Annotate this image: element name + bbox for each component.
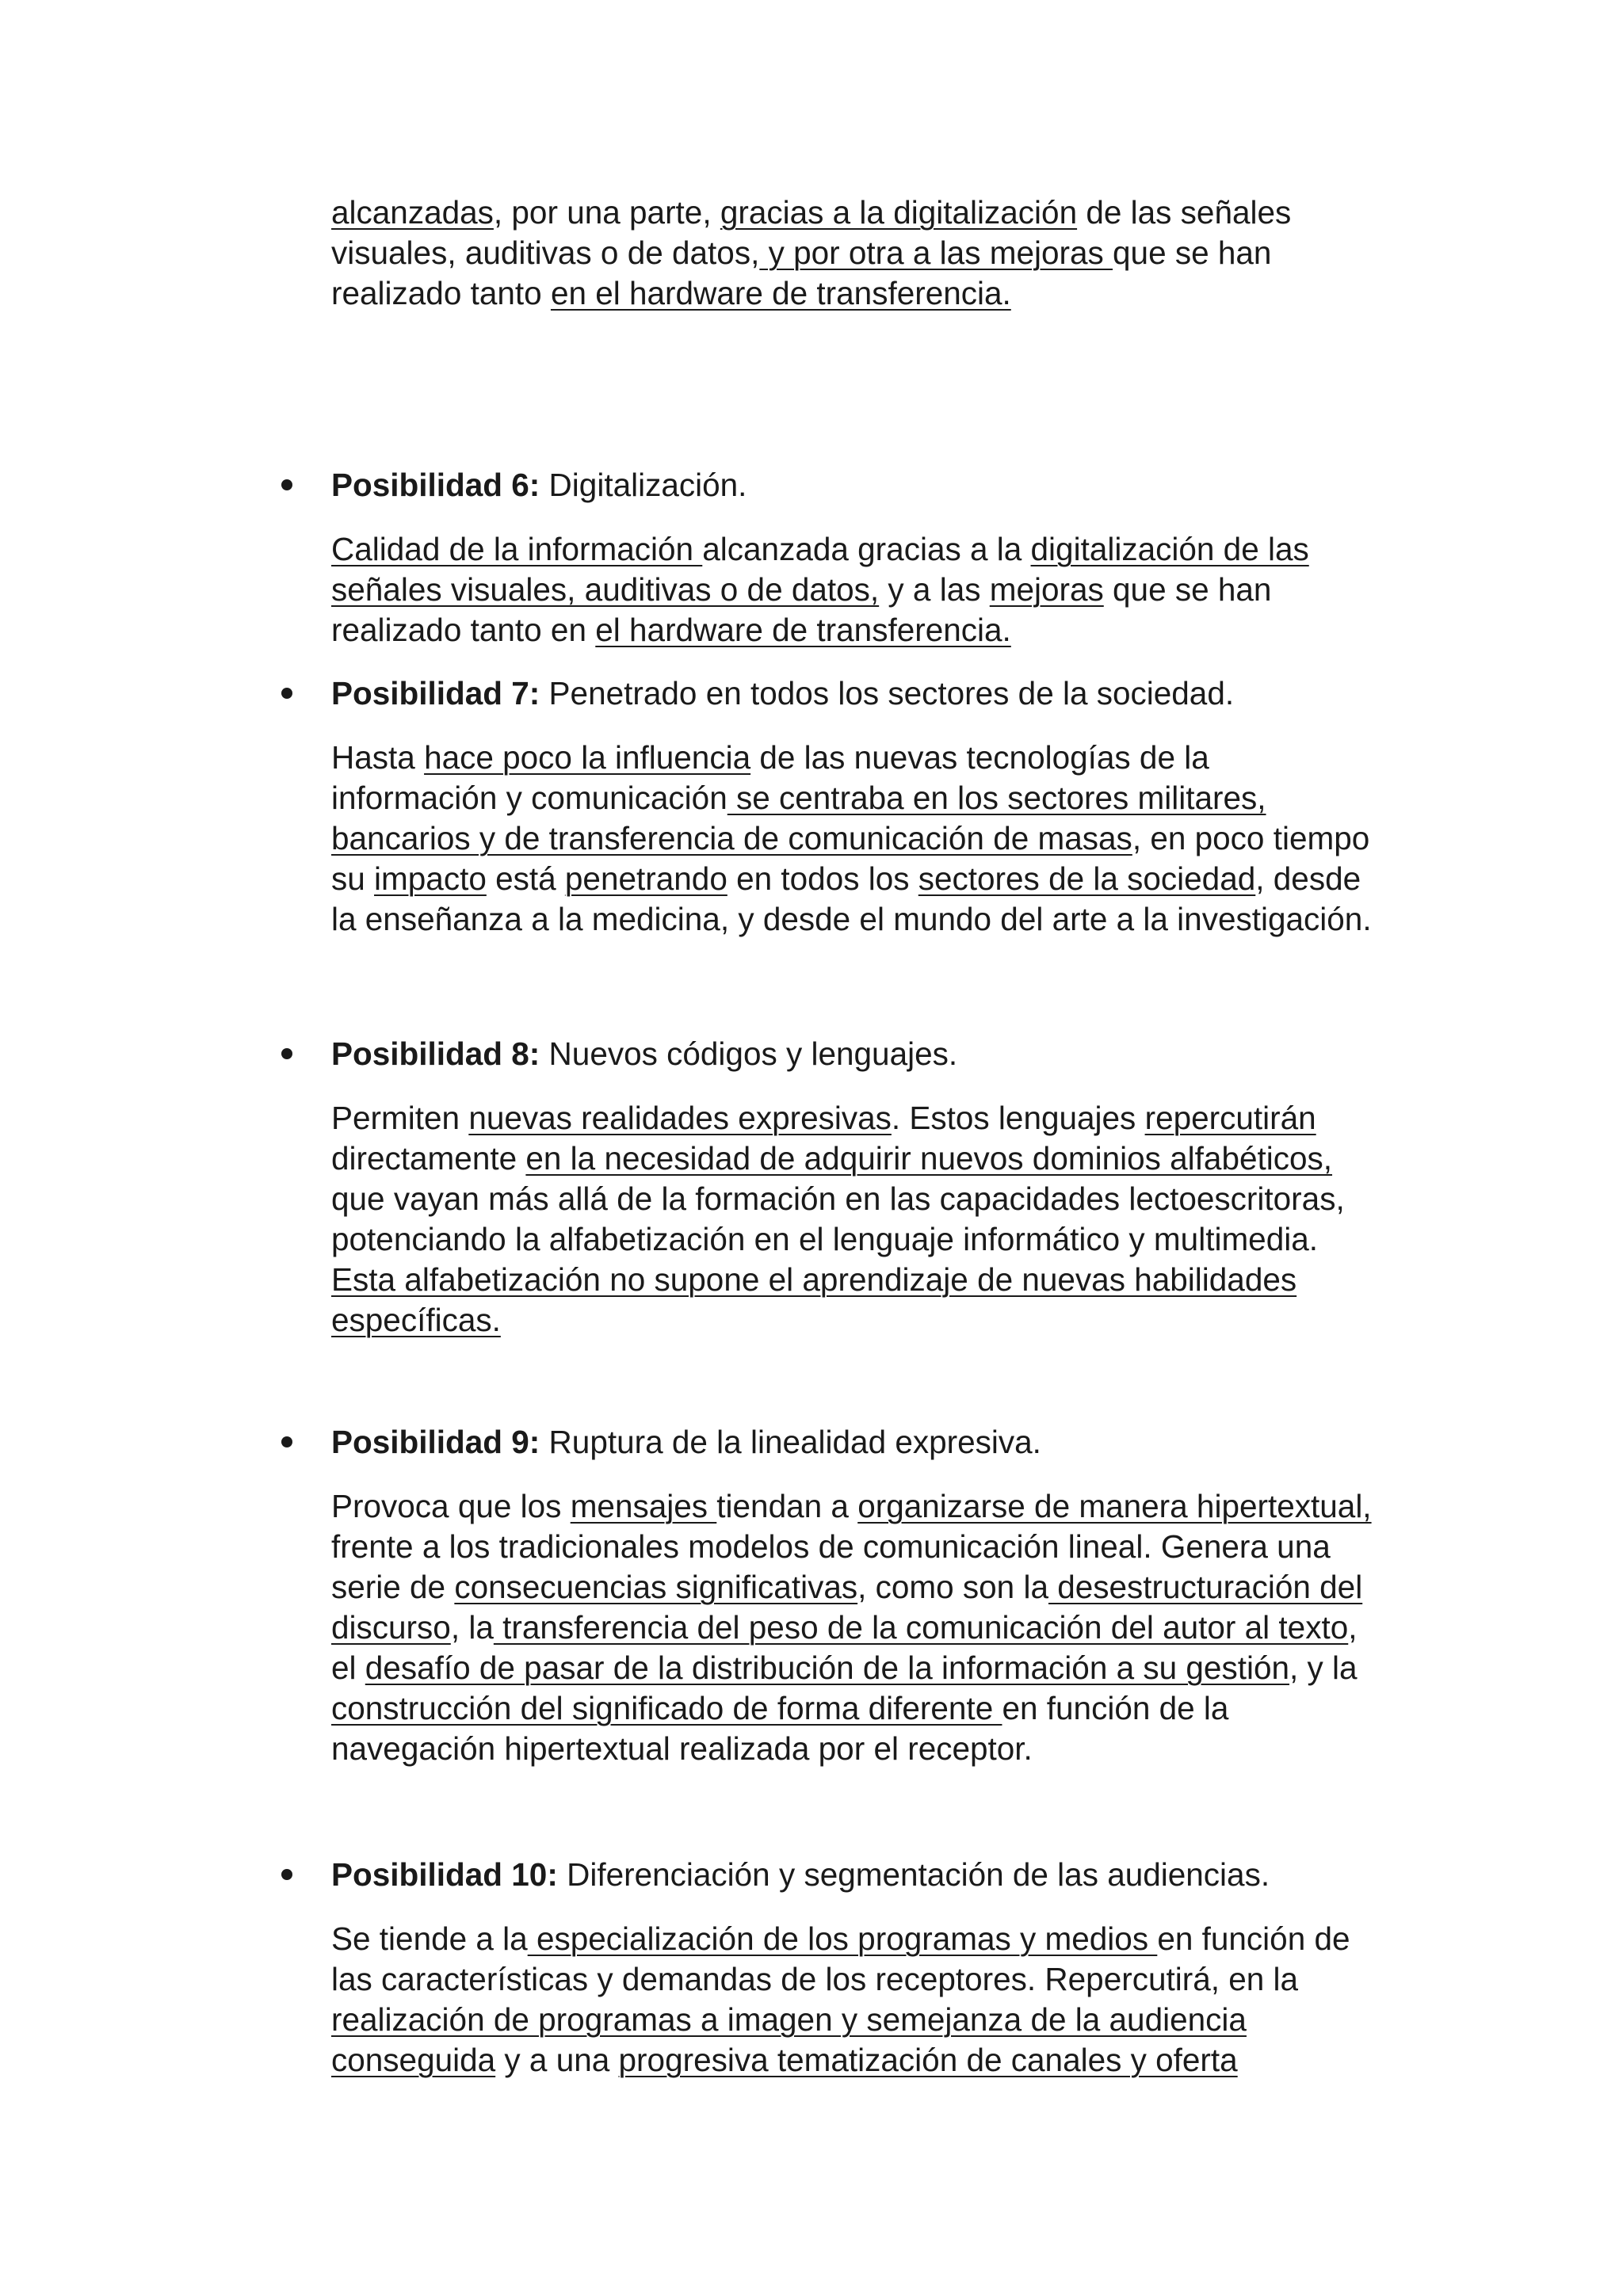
text-line	[331, 2040, 1425, 2081]
text-line	[331, 1729, 1425, 1769]
text-line	[331, 1179, 1425, 1219]
text-line	[331, 1300, 1425, 1341]
underlined-text: gracias a la digitalización	[720, 194, 1078, 231]
text-segment: en función de la	[1002, 1690, 1229, 1726]
text-line	[331, 859, 1425, 899]
underlined-text: discurso	[331, 1609, 451, 1646]
underlined-text: específicas.	[331, 1302, 501, 1338]
underlined-text: alcanzadas	[331, 194, 494, 231]
text-line	[331, 738, 1425, 778]
underlined-text: especialización de los programas y medios	[527, 1920, 1158, 1957]
text-segment: que se han	[1103, 571, 1272, 608]
bullet-icon	[281, 1048, 292, 1059]
underlined-text: repercutirán	[1144, 1100, 1316, 1136]
text-segment: frente a los tradicionales modelos de comunicación lineal. Genera una	[331, 1528, 1331, 1565]
text-line	[331, 610, 1425, 650]
text-line	[331, 1688, 1425, 1729]
section-paragraph-7	[331, 738, 1425, 940]
text-segment: y a las	[879, 571, 990, 608]
text-segment: realizado tanto	[331, 275, 551, 311]
text-segment: las características y demandas de los receptores. Repercutirá, en la	[331, 1961, 1299, 1997]
text-segment: , en poco tiempo	[1132, 820, 1370, 856]
underlined-text: desafío de pasar de la distribución de la información a su gestión	[365, 1650, 1289, 1686]
text-segment: Se tiende a la	[331, 1920, 528, 1957]
underlined-text: mensajes	[570, 1488, 717, 1524]
text-segment: la enseñanza a la medicina, y desde el mundo del arte a la investigación.	[331, 901, 1372, 937]
underlined-text: transferencia del peso de la comunicación del autor al texto	[493, 1609, 1349, 1646]
bullet-heading	[331, 673, 1234, 714]
bullet-title: Digitalización.	[540, 467, 747, 503]
section-paragraph-10	[331, 1919, 1425, 2081]
bullet-label: Posibilidad 10:	[331, 1856, 558, 1893]
text-segment: en todos los	[727, 860, 918, 897]
underlined-text: Calidad de la información	[331, 531, 703, 567]
text-segment: está	[486, 860, 565, 897]
text-line	[331, 1567, 1425, 1608]
bullet-title: Penetrado en todos los sectores de la sociedad.	[540, 675, 1235, 711]
underlined-text: consecuencias significativas	[454, 1569, 858, 1605]
bullet-title: Diferenciación y segmentación de las audiencias.	[557, 1856, 1270, 1893]
text-segment: y a una	[495, 2042, 619, 2078]
text-segment: Hasta	[331, 739, 425, 776]
text-segment: , como son la	[857, 1569, 1048, 1605]
text-line	[331, 1608, 1425, 1648]
text-line	[331, 1138, 1425, 1179]
underlined-text: en la necesidad de adquirir nuevos dominios alfabéticos,	[525, 1140, 1333, 1177]
underlined-text: se centraba en los sectores militares,	[727, 780, 1266, 816]
text-segment: tiendan a	[716, 1488, 858, 1524]
text-segment: , por una parte,	[493, 194, 720, 231]
section-paragraph-9	[331, 1486, 1425, 1769]
bullet-icon	[281, 1436, 292, 1447]
bullet-label: Posibilidad 6:	[331, 467, 540, 503]
underlined-text: bancarios y de transferencia de comunicación de masas	[331, 820, 1132, 856]
text-segment: visuales, auditivas o de datos,	[331, 235, 760, 271]
text-line	[331, 1648, 1425, 1688]
text-line	[331, 1098, 1425, 1138]
text-segment: el	[331, 1650, 365, 1686]
text-segment: Provoca que los	[331, 1488, 571, 1524]
text-line	[331, 529, 1425, 570]
bullet-icon	[281, 479, 292, 490]
underlined-text: señales visuales, auditivas o de datos,	[331, 571, 880, 608]
bullet-label: Posibilidad 8:	[331, 1035, 540, 1072]
text-line	[331, 778, 1425, 818]
text-line	[331, 2000, 1425, 2040]
bullet-heading	[331, 1855, 1270, 1895]
text-segment: , la	[450, 1609, 494, 1646]
underlined-text: construcción del significado de forma diferente	[331, 1690, 1002, 1726]
bullet-icon	[281, 688, 292, 699]
underlined-text: Esta alfabetización no supone el aprendizaje de nuevas habilidades	[331, 1261, 1297, 1298]
intro-paragraph	[331, 193, 1425, 314]
underlined-text: progresiva tematización de canales y oferta	[618, 2042, 1238, 2078]
underlined-text: impacto	[374, 860, 487, 897]
text-segment: , desde	[1255, 860, 1361, 897]
text-segment: . Estos lenguajes	[891, 1100, 1145, 1136]
text-segment: , y la	[1289, 1650, 1358, 1686]
text-line	[331, 570, 1425, 610]
underlined-text: penetrando	[564, 860, 727, 897]
text-line	[331, 1486, 1425, 1527]
text-line	[331, 1260, 1425, 1300]
text-line	[331, 273, 1425, 314]
text-segment: de las señales	[1077, 194, 1292, 231]
bullet-heading	[331, 465, 747, 505]
text-line	[331, 233, 1425, 273]
text-segment: directamente	[331, 1140, 526, 1177]
bullet-icon	[281, 1869, 292, 1880]
text-segment: Permiten	[331, 1100, 469, 1136]
underlined-text: sectores de la sociedad	[918, 860, 1256, 897]
underlined-text: el hardware de transferencia.	[595, 612, 1011, 648]
text-segment: realizado tanto en	[331, 612, 596, 648]
text-segment: que vayan más allá de la formación en las capacidades lectoescritoras,	[331, 1180, 1345, 1217]
text-line	[331, 193, 1425, 233]
text-segment: de las nuevas tecnologías de la	[750, 739, 1209, 776]
text-segment: navegación hipertextual realizada por el receptor.	[331, 1730, 1033, 1767]
text-line	[331, 1959, 1425, 2000]
bullet-heading	[331, 1034, 957, 1074]
section-paragraph-6	[331, 529, 1425, 650]
underlined-text: digitalización de las	[1030, 531, 1309, 567]
text-line	[331, 1919, 1425, 1959]
text-segment: información y comunicación	[331, 780, 727, 816]
underlined-text: realización de programas a imagen y semejanza de la audiencia	[331, 2001, 1247, 2038]
underlined-text: desestructuración del	[1048, 1569, 1363, 1605]
text-segment: su	[331, 860, 375, 897]
bullet-title: Ruptura de la linealidad expresiva.	[540, 1424, 1041, 1460]
bullet-label: Posibilidad 7:	[331, 675, 540, 711]
text-line	[331, 1219, 1425, 1260]
underlined-text: mejoras	[989, 571, 1104, 608]
section-paragraph-8	[331, 1098, 1425, 1341]
text-segment: en función de	[1157, 1920, 1350, 1957]
text-line	[331, 899, 1425, 940]
bullet-label: Posibilidad 9:	[331, 1424, 540, 1460]
text-segment: serie de	[331, 1569, 455, 1605]
text-segment: que se han	[1113, 235, 1272, 271]
underlined-text: y por otra a las mejoras	[759, 235, 1113, 271]
text-line	[331, 818, 1425, 859]
bullet-heading	[331, 1422, 1041, 1463]
underlined-text: en el hardware de transferencia.	[550, 275, 1011, 311]
underlined-text: nuevas realidades expresivas	[468, 1100, 892, 1136]
text-segment: ,	[1348, 1609, 1358, 1646]
text-segment: alcanzada gracias a la	[702, 531, 1031, 567]
underlined-text: conseguida	[331, 2042, 496, 2078]
text-segment: potenciando la alfabetización en el lenguaje informático y multimedia.	[331, 1221, 1318, 1257]
underlined-text: hace poco la influencia	[424, 739, 751, 776]
underlined-text: organizarse de manera hipertextual,	[857, 1488, 1372, 1524]
bullet-title: Nuevos códigos y lenguajes.	[540, 1035, 958, 1072]
text-line	[331, 1527, 1425, 1567]
